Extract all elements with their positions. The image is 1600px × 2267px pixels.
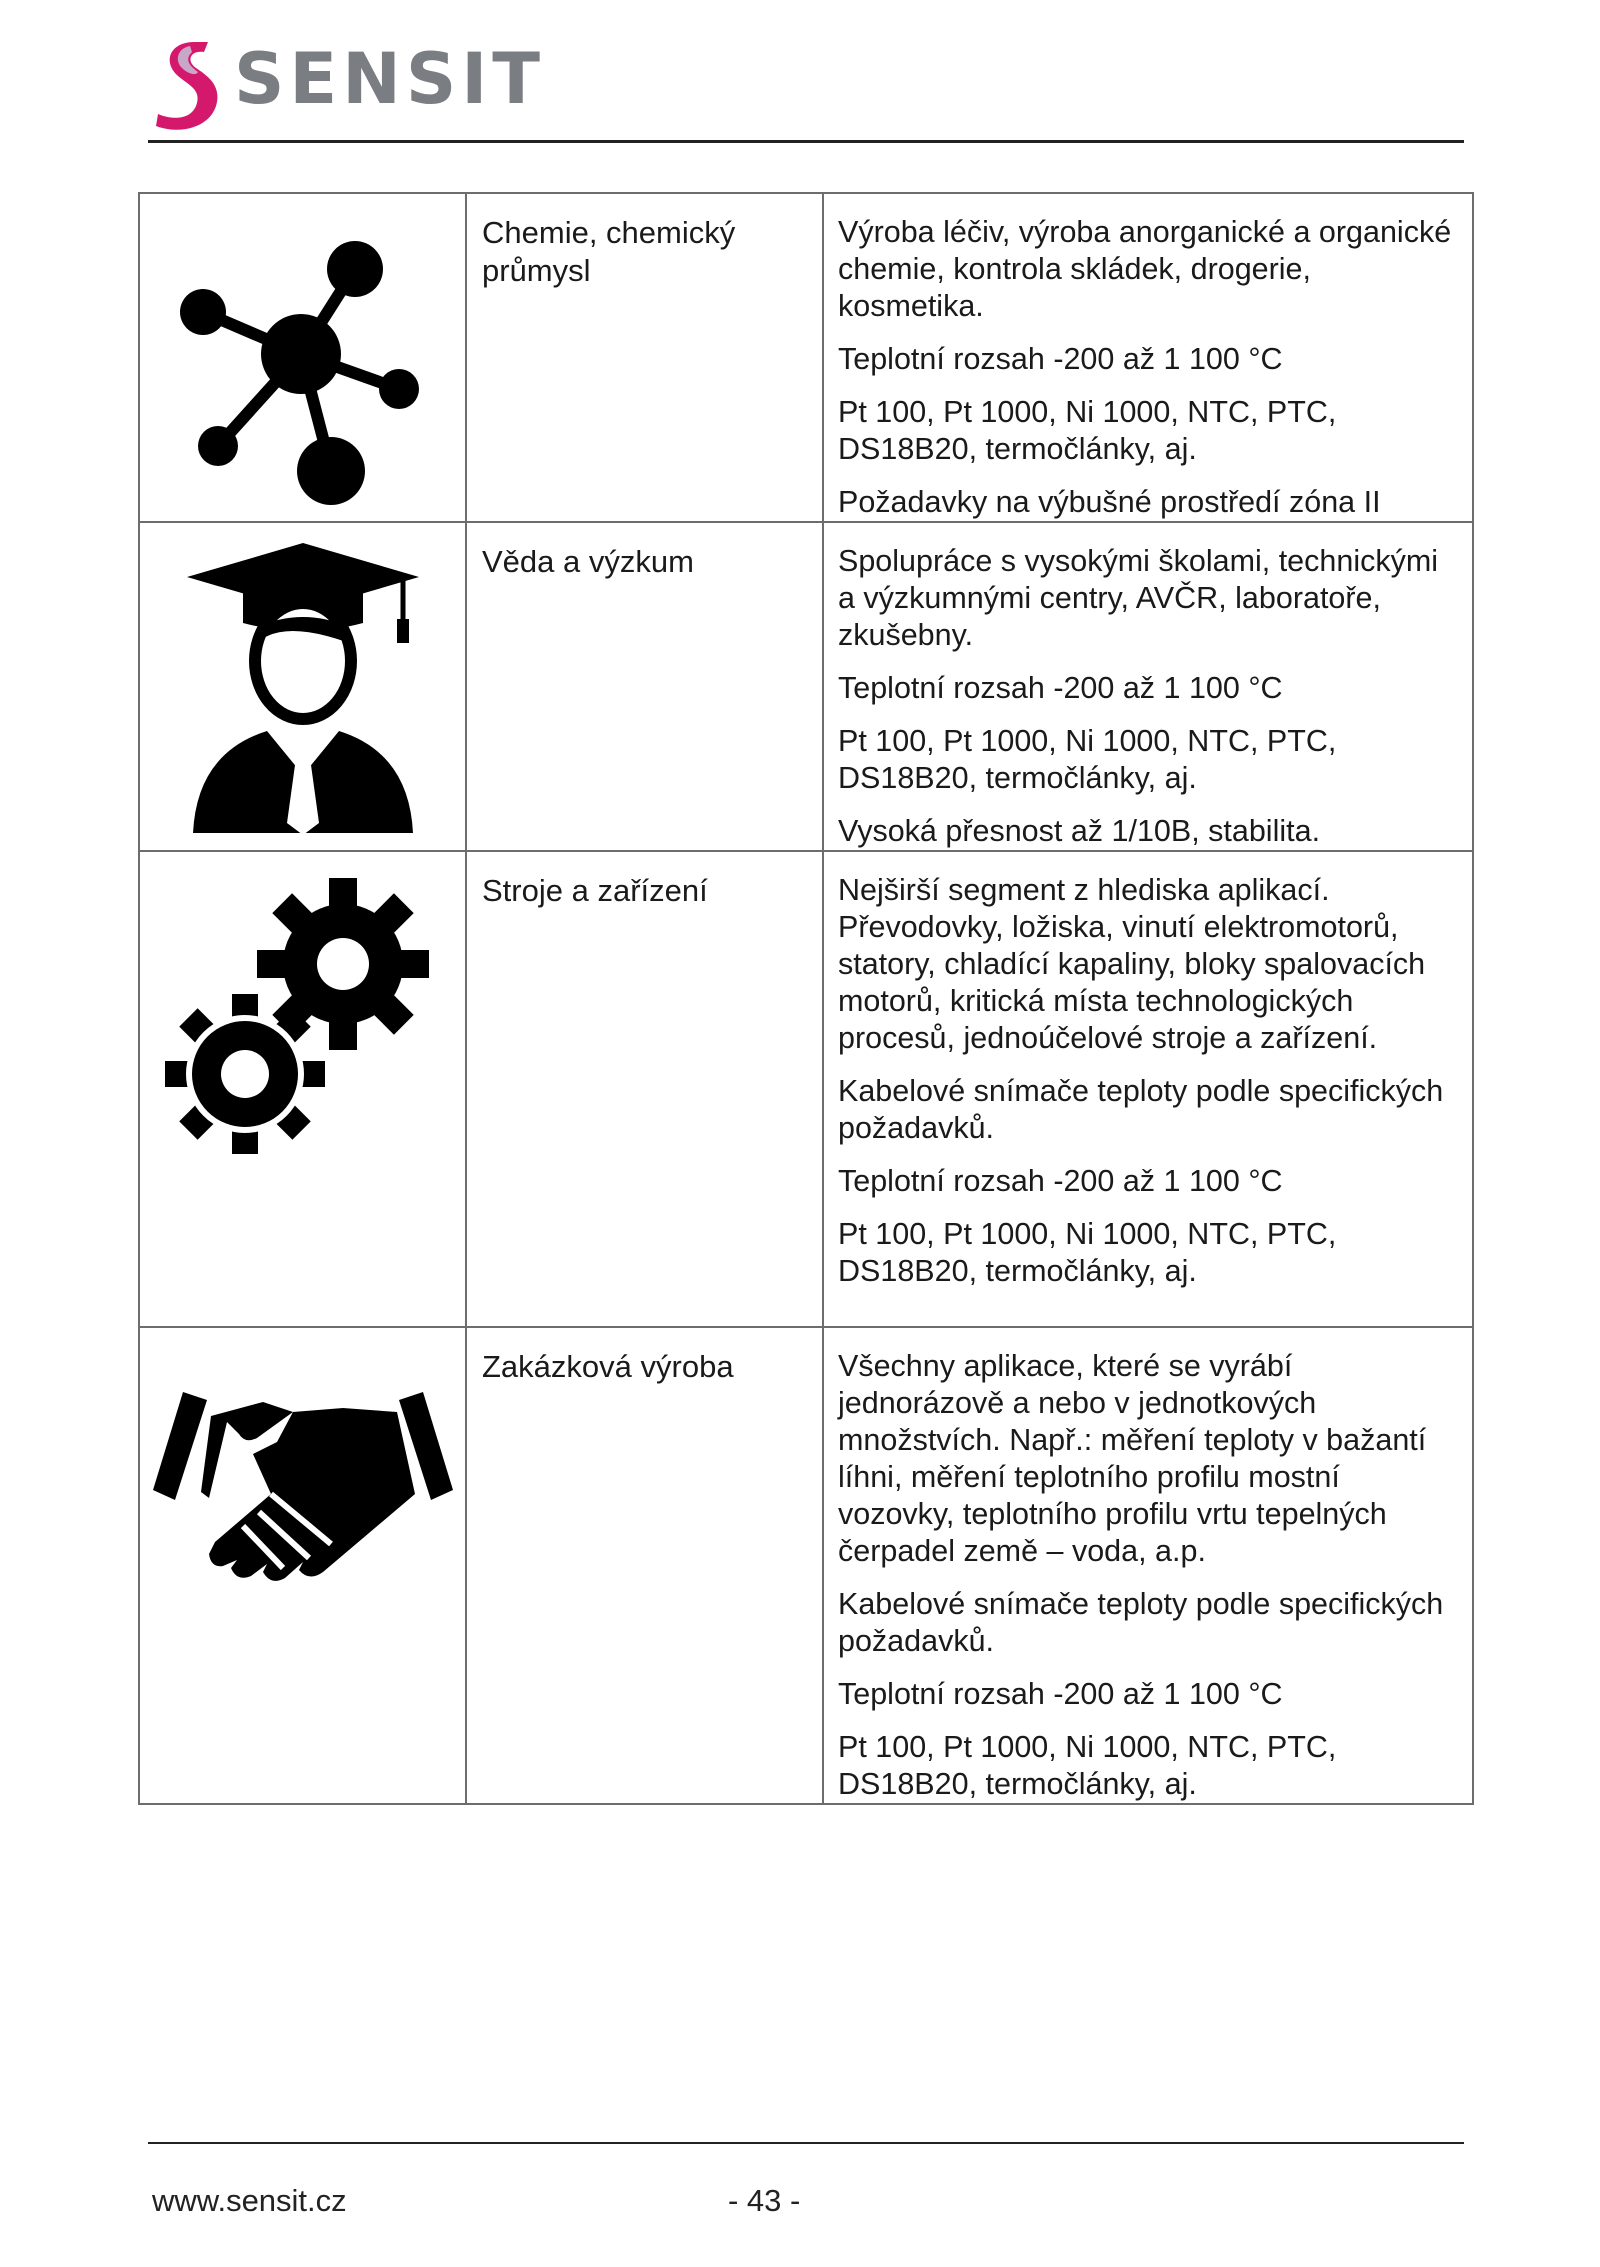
brand-name: SENSIT [234, 38, 546, 120]
sector-cell [466, 1327, 823, 1804]
sector-name: Chemie, chemický průmysl [482, 215, 736, 288]
sector-cell [466, 193, 823, 522]
table-row [139, 851, 1473, 1327]
handshake-icon [153, 1382, 453, 1602]
page-number: - 43 - [728, 2183, 801, 2218]
description-text: Všechny aplikace, které se vyrábí jednorázově a nebo v jednotkových množstvích. Např.: měření teploty v bažantí líhni, měření teplotního profilu mostní vozovky, teplotního profilu vrtu tepelných čerpadel země – voda, a.p. [838, 1349, 1427, 1568]
table-row [139, 1327, 1473, 1804]
footer-url[interactable]: www.sensit.cz [152, 2183, 347, 2218]
temperature-range: Teplotní rozsah -200 až 1 100 °C [838, 671, 1283, 705]
extra-note: Vysoká přesnost až 1/10B, stabilita. [838, 814, 1321, 848]
sensor-types: Pt 100, Pt 1000, Ni 1000, NTC, PTC, DS18B20, termočlánky, aj. [838, 395, 1337, 466]
sector-name: Stroje a zařízení [482, 873, 708, 908]
table-row [139, 522, 1473, 851]
gears-icon [153, 874, 453, 1174]
cable-sensors-note: Kabelové snímače teploty podle specifických požadavků. [838, 1587, 1444, 1658]
description-cell [823, 851, 1473, 1327]
sensor-types: Pt 100, Pt 1000, Ni 1000, NTC, PTC, DS18B20, termočlánky, aj. [838, 1217, 1337, 1288]
sector-cell [466, 522, 823, 851]
cable-sensors-note: Kabelové snímače teploty podle specifických požadavků. [838, 1074, 1444, 1145]
icon-cell [139, 193, 466, 522]
temperature-range: Teplotní rozsah -200 až 1 100 °C [838, 342, 1283, 376]
description-cell [823, 1327, 1473, 1804]
footer-rule [148, 2142, 1464, 2144]
description-text: Spolupráce s vysokými školami, technickými a výzkumnými centry, AVČR, laboratoře, zkušebny. [838, 544, 1439, 652]
header-rule [148, 140, 1464, 143]
description-text: Výroba léčiv, výroba anorganické a organické chemie, kontrola skládek, drogerie, kosmetika. [838, 215, 1452, 323]
sensit-logo-icon [150, 36, 228, 132]
sensor-types: Pt 100, Pt 1000, Ni 1000, NTC, PTC, DS18B20, termočlánky, aj. [838, 1730, 1337, 1801]
description-cell [823, 522, 1473, 851]
molecule-icon [163, 214, 443, 514]
icon-cell [139, 851, 466, 1327]
icon-cell [139, 522, 466, 851]
sector-cell [466, 851, 823, 1327]
description-cell [823, 193, 1473, 522]
extra-note: Požadavky na výbušné prostředí zóna II [838, 485, 1381, 519]
temperature-range: Teplotní rozsah -200 až 1 100 °C [838, 1164, 1283, 1198]
sector-name: Věda a výzkum [482, 544, 694, 579]
graduate-icon [183, 543, 423, 843]
applications-table [138, 192, 1474, 1805]
icon-cell [139, 1327, 466, 1804]
brand-logo [150, 36, 546, 136]
sensor-types: Pt 100, Pt 1000, Ni 1000, NTC, PTC, DS18B20, termočlánky, aj. [838, 724, 1337, 795]
table-row [139, 193, 1473, 522]
temperature-range: Teplotní rozsah -200 až 1 100 °C [838, 1677, 1283, 1711]
sector-name: Zakázková výroba [482, 1349, 734, 1384]
description-text: Nejširší segment z hlediska aplikací. Převodovky, ložiska, vinutí elektromotorů, statory, chladící kapaliny, bloky spalovacích motorů, kritická místa technologických procesů, jednoúčelové stroje a zařízení. [838, 873, 1426, 1055]
